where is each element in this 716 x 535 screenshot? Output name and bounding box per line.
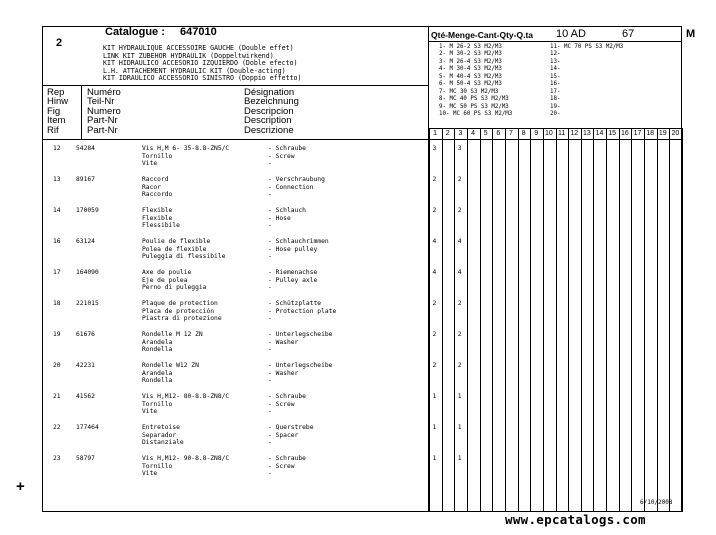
qty-grid-line bbox=[644, 128, 645, 512]
qty-column-number: 20 bbox=[671, 130, 680, 137]
designation-header-en: Description bbox=[244, 115, 292, 127]
translation-line: - Washer bbox=[268, 338, 299, 346]
qty-col-3: 4 bbox=[457, 238, 462, 245]
qty-grid-line bbox=[442, 128, 443, 512]
qty-col-1: 4 bbox=[432, 269, 437, 276]
part-rep: 14 bbox=[53, 207, 61, 214]
part-description bbox=[142, 424, 184, 447]
translation-line: - bbox=[268, 346, 272, 354]
qty-grid-line bbox=[568, 128, 569, 512]
model-item: 20- bbox=[550, 111, 561, 118]
part-number: 42231 bbox=[76, 362, 95, 369]
part-number: 41562 bbox=[76, 393, 95, 400]
model-item: 19- bbox=[550, 103, 561, 110]
qty-col-3: 4 bbox=[457, 269, 462, 276]
translation-de: Riemenachse bbox=[275, 269, 318, 276]
model-item: 14- bbox=[550, 66, 561, 73]
qty-column-number: 1 bbox=[433, 130, 438, 137]
part-rep: 18 bbox=[53, 300, 61, 307]
qty-grid-line bbox=[581, 128, 582, 512]
rep-header-fr: Rep bbox=[47, 87, 65, 98]
qty-col-3: 1 bbox=[457, 455, 462, 462]
qty-column-number: 17 bbox=[633, 130, 642, 137]
translation-en: Screw bbox=[275, 152, 295, 160]
kit-title-es: KIT HIDRAULICO ACCESORIO IZQUIERDO (Doble efecto) bbox=[103, 59, 298, 67]
part-number: 61676 bbox=[76, 331, 95, 338]
page-number: 67 bbox=[622, 28, 635, 40]
qty-col-1: 1 bbox=[432, 424, 437, 431]
translation-de: Schützplatte bbox=[275, 300, 322, 307]
description-fr: Vis H,M 6- 35-8.8-ZN5/C bbox=[142, 145, 230, 152]
part-description bbox=[142, 207, 180, 230]
plus-mark: + bbox=[16, 478, 25, 495]
description-it: Distanziale bbox=[142, 439, 184, 447]
part-number: 177464 bbox=[76, 424, 99, 431]
qty-column-number: 4 bbox=[471, 130, 475, 137]
translation-line: - Schraube bbox=[268, 455, 306, 462]
description-es: Separador bbox=[142, 431, 177, 439]
table-header-bottom bbox=[42, 139, 682, 140]
translation-line: - Protection plate bbox=[268, 307, 337, 315]
qty-grid-line bbox=[556, 128, 557, 512]
qty-column-number: 15 bbox=[608, 130, 617, 137]
translation-line: - bbox=[268, 284, 272, 292]
translation-line: - Washer bbox=[268, 369, 299, 377]
description-es: Arandela bbox=[142, 369, 173, 377]
qty-grid-line bbox=[530, 128, 531, 512]
qty-grid-line bbox=[657, 128, 658, 512]
part-translation bbox=[268, 393, 306, 416]
translation-line: - Pulley axle bbox=[268, 276, 318, 284]
part-translation bbox=[268, 424, 314, 447]
qty-grid-line bbox=[593, 128, 594, 512]
models-left-list bbox=[439, 44, 512, 119]
qty-col-3: 2 bbox=[457, 331, 462, 338]
part-description bbox=[142, 238, 225, 261]
part-number: 63124 bbox=[76, 238, 95, 245]
model-item: 17- bbox=[550, 88, 561, 95]
designation-header bbox=[244, 88, 299, 135]
part-rep: 17 bbox=[53, 269, 61, 276]
translation-line: - Schützplatte bbox=[268, 300, 322, 307]
description-it: Rondella bbox=[142, 346, 173, 354]
designation-header-fr: Désignation bbox=[244, 87, 295, 98]
qty-col-3: 1 bbox=[457, 424, 462, 431]
model-item: 2- M 30-2 S3 M2/M3 bbox=[439, 51, 502, 58]
translation-line: - Querstrebe bbox=[268, 424, 314, 431]
part-translation bbox=[268, 176, 325, 199]
description-es: Flexible bbox=[142, 214, 173, 222]
qty-column-number: 19 bbox=[658, 130, 667, 137]
model-item: 3- M 26-4 S3 M2/M3 bbox=[439, 58, 502, 65]
numero-header-de: Teil-Nr bbox=[87, 96, 115, 108]
part-translation bbox=[268, 331, 332, 354]
part-rep: 12 bbox=[53, 145, 61, 152]
part-rep: 22 bbox=[53, 424, 61, 431]
qty-col-3: 2 bbox=[457, 362, 462, 369]
qty-col-1: 2 bbox=[432, 207, 437, 214]
qty-grid-line bbox=[467, 128, 468, 512]
qty-col-1: 4 bbox=[432, 238, 437, 245]
translation-line: - bbox=[268, 439, 272, 447]
kit-title-de: LINK KIT ZUBEHOR HYDRAULIK (Doppeltwirkend) bbox=[103, 51, 274, 60]
translation-line: - bbox=[268, 253, 272, 261]
numero-header-fr: Numéro bbox=[87, 87, 121, 98]
description-fr: Rondelle W12 ZN bbox=[142, 362, 199, 369]
part-translation bbox=[268, 300, 336, 323]
qty-column-number: 11 bbox=[557, 130, 566, 137]
model-code: 10 AD bbox=[556, 28, 586, 40]
watermark: www.epcatalogs.com bbox=[505, 512, 646, 527]
model-item: 11- MC 70 PS S3 M2/M3 bbox=[550, 44, 624, 50]
model-item: 15- bbox=[550, 73, 561, 80]
part-translation bbox=[268, 362, 332, 385]
model-item: 8- MC 40 PS S3 M2/M3 bbox=[439, 96, 509, 103]
part-description bbox=[142, 331, 203, 354]
rep-header-de: Hinw bbox=[47, 96, 69, 108]
description-fr: Entretoise bbox=[142, 424, 180, 431]
qty-grid-line bbox=[669, 128, 670, 512]
qty-column-number: 2 bbox=[445, 130, 450, 137]
designation-header-de: Bezeichnung bbox=[244, 96, 299, 108]
qty-grid-line bbox=[543, 128, 544, 512]
translation-en: Spacer bbox=[275, 431, 299, 439]
designation-header-it: Descrizione bbox=[244, 124, 294, 136]
description-es: Placa de protección bbox=[142, 307, 215, 315]
part-rep: 16 bbox=[53, 238, 61, 245]
part-translation bbox=[268, 269, 317, 292]
description-fr: Axe de poulie bbox=[142, 269, 192, 276]
catalogue-label: Catalogue : bbox=[105, 26, 165, 38]
translation-line: - bbox=[268, 377, 272, 385]
qty-grid-line bbox=[619, 128, 620, 512]
translation-en: Pulley axle bbox=[275, 276, 318, 284]
translation-line: - Unterlegscheibe bbox=[268, 362, 333, 369]
translation-line: - Schlauchrimmen bbox=[268, 238, 329, 245]
part-number: 54284 bbox=[76, 145, 95, 152]
model-item: 10- MC 60 PS S3 M2/M3 bbox=[439, 111, 513, 118]
description-es: Tornillo bbox=[142, 400, 173, 408]
numero-header-it: Part-Nr bbox=[87, 124, 118, 136]
translation-de: Schraube bbox=[275, 145, 306, 152]
numero-header bbox=[87, 88, 121, 135]
model-item: 12- bbox=[550, 51, 561, 58]
description-es: Tornillo bbox=[142, 152, 173, 160]
numero-header-en: Part-Nr bbox=[87, 115, 118, 127]
part-description bbox=[142, 455, 229, 478]
part-translation bbox=[268, 145, 306, 168]
part-rep: 21 bbox=[53, 393, 61, 400]
part-rep: 23 bbox=[53, 455, 61, 462]
model-item: 1- M 26-2 S3 M2/M3 bbox=[439, 44, 502, 50]
description-fr: Raccord bbox=[142, 176, 169, 183]
part-rep: 19 bbox=[53, 331, 61, 338]
qty-grid-line bbox=[454, 128, 455, 512]
translation-line: - Schraube bbox=[268, 393, 306, 400]
qty-col-1: 2 bbox=[432, 331, 437, 338]
kit-title-fr: KIT HYDRAULIQUE ACCESSOIRE GAUCHE (Double effet) bbox=[103, 44, 294, 52]
description-fr: Vis H,M12- 80-8.8-ZN8/C bbox=[142, 393, 230, 400]
part-translation bbox=[268, 455, 306, 478]
qty-col-1: 3 bbox=[432, 145, 437, 152]
translation-de: Schraube bbox=[275, 393, 306, 400]
translation-de: Schlauchrimmen bbox=[275, 238, 329, 245]
description-it: Piastra di protezione bbox=[142, 315, 222, 323]
part-description bbox=[142, 362, 199, 385]
qty-header-divider bbox=[429, 41, 682, 42]
part-number: 164090 bbox=[76, 269, 99, 276]
translation-line: - bbox=[268, 470, 272, 478]
description-it: Raccordo bbox=[142, 191, 173, 199]
translation-line: - bbox=[268, 315, 272, 323]
qty-col-3: 2 bbox=[457, 300, 462, 307]
qty-header: Qté-Menge-Cant-Qty-Q.ta bbox=[431, 30, 533, 40]
translation-line: - bbox=[268, 222, 272, 230]
translation-en: Hose bbox=[275, 214, 291, 222]
qty-grid-line bbox=[505, 128, 506, 512]
part-description bbox=[142, 145, 229, 168]
qty-column-number: 10 bbox=[545, 130, 553, 137]
model-item: 13- bbox=[550, 58, 561, 65]
translation-line: - Connection bbox=[268, 183, 314, 191]
model-item: 7- MC 30 S3 M2/M3 bbox=[439, 88, 499, 95]
description-es: Polea de flexible bbox=[142, 245, 207, 253]
description-it: Rondella bbox=[142, 377, 173, 385]
qty-column-number: 3 bbox=[458, 130, 463, 137]
description-es: Arandela bbox=[142, 338, 173, 346]
description-it: Vite bbox=[142, 470, 158, 478]
kit-titles bbox=[103, 45, 302, 83]
model-item: 4- M 30-4 S3 M2/M3 bbox=[439, 66, 502, 73]
kit-title-en: L.H. ATTACHEMENT HYDRAULIC KIT (Double-acting) bbox=[103, 66, 286, 75]
qty-column-number: 18 bbox=[646, 130, 655, 137]
qty-grid-line bbox=[606, 128, 607, 512]
translation-de: Schraube bbox=[275, 455, 306, 462]
numero-header-es: Numero bbox=[87, 105, 121, 117]
description-es: Eje de polea bbox=[142, 276, 188, 284]
qty-column-number: 6 bbox=[496, 130, 501, 137]
rep-header-it: Rif bbox=[47, 124, 59, 136]
model-item: 6- M 50-4 S3 M2/M3 bbox=[439, 81, 502, 88]
part-number: 170059 bbox=[76, 207, 99, 214]
rep-column-divider bbox=[81, 85, 82, 139]
translation-line: - bbox=[268, 408, 272, 416]
description-es: Racor bbox=[142, 183, 161, 191]
description-fr: Vis H,M12- 90-8.8-ZN8/C bbox=[142, 455, 230, 462]
models-right-list bbox=[550, 44, 623, 119]
translation-de: Schlauch bbox=[275, 207, 306, 214]
qty-column-number: 5 bbox=[483, 130, 488, 137]
qty-column-number: 9 bbox=[534, 130, 539, 137]
description-it: Vite bbox=[142, 160, 158, 168]
translation-line: - bbox=[268, 160, 272, 168]
translation-de: Unterlegscheibe bbox=[275, 362, 333, 369]
model-item: 16- bbox=[550, 81, 561, 88]
description-it: Vite bbox=[142, 408, 158, 416]
qty-column-number: 16 bbox=[620, 130, 629, 137]
translation-line: - Hose bbox=[268, 214, 291, 222]
rep-header-en: Item bbox=[47, 115, 66, 127]
translation-line: - Verschraubung bbox=[268, 176, 325, 183]
qty-column-number: 8 bbox=[521, 130, 526, 137]
model-item: 9- MC 50 PS S3 M2/M3 bbox=[439, 103, 509, 110]
qty-col-3: 3 bbox=[457, 145, 462, 152]
description-it: Flessibile bbox=[142, 222, 180, 230]
translation-line: - Schlauch bbox=[268, 207, 306, 214]
rep-header-es: Fig bbox=[47, 105, 61, 117]
qty-grid-line bbox=[492, 128, 493, 512]
header-divider bbox=[42, 85, 428, 86]
model-item: 5- M 40-4 S3 M2/M3 bbox=[439, 73, 502, 80]
qty-column-number: 7 bbox=[509, 130, 513, 137]
print-date: 6/10/2008 bbox=[640, 499, 673, 506]
part-description bbox=[142, 269, 206, 292]
kit-title-it: KIT IDRAULICO ACCESSORIO SINISTRO (Doppio effetto) bbox=[103, 74, 302, 82]
qty-col-3: 2 bbox=[457, 207, 462, 214]
description-fr: Poulie de flexible bbox=[142, 238, 211, 245]
qty-column-number: 12 bbox=[570, 130, 579, 137]
description-fr: Rondelle M 12 ZN bbox=[142, 331, 203, 338]
qty-col-1: 1 bbox=[432, 455, 437, 462]
translation-en: Washer bbox=[275, 369, 299, 377]
qty-grid-line bbox=[429, 128, 430, 512]
translation-line: - bbox=[268, 191, 272, 199]
qty-grid-line bbox=[682, 128, 683, 512]
translation-de: Verschraubung bbox=[275, 176, 325, 183]
qty-col-1: 2 bbox=[432, 362, 437, 369]
description-it: Perno di puleggia bbox=[142, 284, 207, 292]
translation-line: - Spacer bbox=[268, 431, 299, 439]
qty-col-3: 2 bbox=[457, 176, 462, 183]
translation-line: - Schraube bbox=[268, 145, 306, 152]
part-translation bbox=[268, 238, 329, 261]
translation-line: - Screw bbox=[268, 462, 295, 470]
translation-line: - Hose pulley bbox=[268, 245, 318, 253]
description-fr: Plaque de protection bbox=[142, 300, 218, 307]
page-section: 2 bbox=[56, 37, 63, 49]
part-number: 221015 bbox=[76, 300, 99, 307]
catalogue-number: 647010 bbox=[180, 26, 217, 38]
translation-en: Washer bbox=[275, 338, 299, 346]
translation-en: Connection bbox=[275, 183, 314, 191]
part-description bbox=[142, 300, 222, 323]
qty-grid-line bbox=[631, 128, 632, 512]
description-fr: Flexible bbox=[142, 207, 173, 214]
part-rep: 20 bbox=[53, 362, 61, 369]
part-rep: 13 bbox=[53, 176, 61, 183]
part-number: 58797 bbox=[76, 455, 95, 462]
qty-grid-line bbox=[518, 128, 519, 512]
translation-en: Screw bbox=[275, 400, 295, 408]
translation-line: - Screw bbox=[268, 400, 295, 408]
qty-column-number: 14 bbox=[595, 130, 604, 137]
translation-line: - Unterlegscheibe bbox=[268, 331, 333, 338]
part-number: 89167 bbox=[76, 176, 95, 183]
translation-de: Querstrebe bbox=[275, 424, 314, 431]
translation-de: Unterlegscheibe bbox=[275, 331, 333, 338]
description-es: Tornillo bbox=[142, 462, 173, 470]
description-it: Puleggia di flessibile bbox=[142, 253, 226, 261]
translation-line: - Riemenachse bbox=[268, 269, 318, 276]
rep-header bbox=[47, 88, 68, 135]
part-translation bbox=[268, 207, 306, 230]
translation-en: Screw bbox=[275, 462, 295, 470]
qty-col-1: 1 bbox=[432, 393, 437, 400]
m-label: M bbox=[686, 28, 696, 40]
qty-col-3: 1 bbox=[457, 393, 462, 400]
model-item: 18- bbox=[550, 96, 561, 103]
qty-grid-line bbox=[480, 128, 481, 512]
qty-col-1: 2 bbox=[432, 176, 437, 183]
part-description bbox=[142, 176, 172, 199]
qty-column-number: 13 bbox=[582, 130, 591, 137]
translation-line: - Screw bbox=[268, 152, 295, 160]
designation-header-es: Descripcion bbox=[244, 105, 294, 117]
qty-col-1: 2 bbox=[432, 300, 437, 307]
part-description bbox=[142, 393, 229, 416]
translation-en: Hose pulley bbox=[275, 245, 318, 253]
translation-en: Protection plate bbox=[275, 307, 337, 315]
